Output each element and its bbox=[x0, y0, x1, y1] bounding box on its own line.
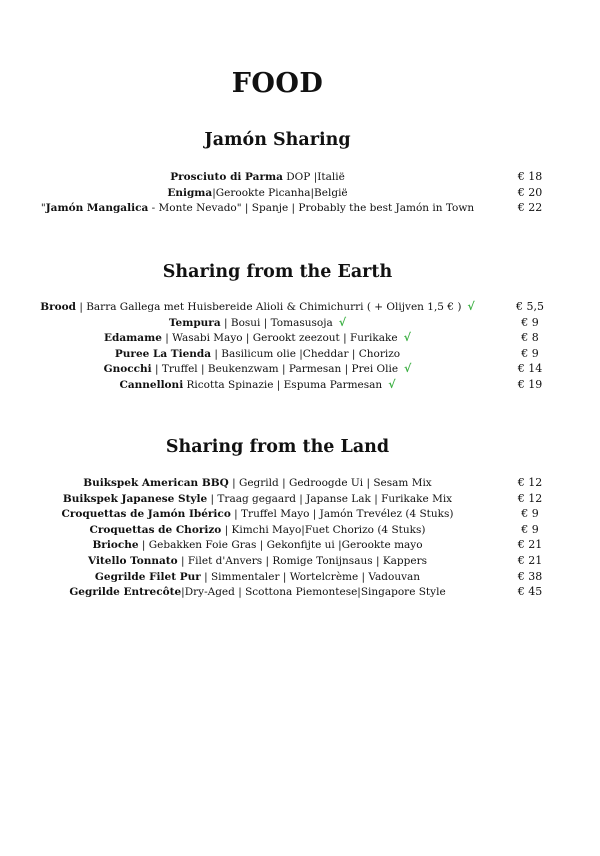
item-name: Gegrilde Filet Pur bbox=[94, 570, 201, 583]
menu-item bbox=[20, 492, 495, 506]
menu-item bbox=[20, 523, 495, 537]
item-name: Edamame bbox=[104, 332, 162, 344]
section-title: Sharing from the Land bbox=[165, 437, 390, 457]
item-price: € 22 bbox=[517, 201, 543, 214]
item-description: | Gebakken Foie Gras | Gekonfijte ui |Gerookte mayo bbox=[138, 539, 423, 552]
item-name: Buikspek American BBQ bbox=[83, 477, 229, 489]
item-name: Croquettas de Chorizo bbox=[89, 523, 222, 536]
item-description: DOP |Italië bbox=[282, 171, 345, 183]
item-price: € 45 bbox=[517, 585, 543, 599]
item-name: Brood bbox=[40, 301, 76, 313]
item-description: | Kimchi Mayo|Fuet Chorizo (4 Stuks) bbox=[221, 523, 426, 536]
menu-item bbox=[20, 362, 495, 376]
vegetarian-icon: √ bbox=[404, 362, 412, 375]
item-price: € 12 bbox=[517, 491, 543, 505]
item-price: € 20 bbox=[517, 185, 543, 199]
menu-item bbox=[20, 331, 495, 345]
item-description: | Bosui | Tomasusoja bbox=[220, 316, 333, 329]
item-description: |Gerookte Picanha|België bbox=[212, 186, 348, 199]
item-name: Buikspek Japanese Style bbox=[62, 492, 208, 505]
item-name: Jamón Mangalica bbox=[45, 202, 149, 214]
menu-item bbox=[20, 507, 495, 521]
page-title: FOOD bbox=[231, 68, 324, 99]
item-description: | Gegrild | Gedroogde Ui | Sesam Mix bbox=[228, 477, 432, 489]
item-name: Vitello Tonnato bbox=[87, 555, 178, 567]
item-price: € 21 bbox=[517, 554, 543, 567]
item-name: Brioche bbox=[92, 539, 139, 552]
item-price: € 5,5 bbox=[516, 300, 544, 313]
vegetarian-icon: √ bbox=[338, 315, 347, 329]
item-price: € 38 bbox=[517, 569, 543, 583]
menu-item bbox=[20, 554, 495, 568]
menu-item bbox=[20, 201, 495, 215]
menu-item bbox=[20, 186, 495, 200]
item-name: Cannelloni bbox=[119, 378, 184, 391]
item-name: Enigma bbox=[167, 186, 213, 199]
item-price: € 8 bbox=[521, 331, 539, 344]
item-description: - Monte Nevado" | Spanje | Probably the best Jamón in Town bbox=[148, 202, 475, 214]
item-name: Tempura bbox=[168, 316, 221, 329]
item-price: € 9 bbox=[521, 507, 539, 521]
menu-item bbox=[20, 538, 495, 552]
menu-item bbox=[20, 300, 495, 314]
item-description: | Truffel | Beukenzwam | Parmesan | Prei Olie bbox=[151, 363, 399, 375]
vegetarian-icon: √ bbox=[403, 331, 411, 344]
menu-item bbox=[20, 347, 495, 361]
item-price: € 18 bbox=[517, 170, 543, 183]
menu-item bbox=[20, 170, 495, 184]
vegetarian-icon: √ bbox=[467, 300, 475, 313]
menu-item bbox=[20, 585, 495, 599]
item-description: | Basilicum olie |Cheddar | Chorizo bbox=[211, 347, 401, 360]
item-price: € 21 bbox=[517, 538, 543, 552]
item-name: Prosciuto di Parma bbox=[170, 171, 283, 183]
menu-item bbox=[20, 378, 495, 392]
vegetarian-icon: √ bbox=[388, 377, 396, 391]
item-price: € 9 bbox=[521, 522, 539, 536]
item-description: | Barra Gallega met Huisbereide Alioli & Chimichurri ( + Olijven 1,5 € ) bbox=[75, 301, 462, 313]
item-price: € 9 bbox=[521, 315, 539, 329]
item-description: Ricotta Spinazie | Espuma Parmesan bbox=[183, 378, 383, 391]
item-price: € 14 bbox=[517, 362, 543, 375]
item-name: Croquettas de Jamón Ibérico bbox=[61, 508, 231, 521]
item-description: | Filet d'Anvers | Romige Tonijnsaus | Kappers bbox=[177, 555, 427, 567]
menu-item bbox=[20, 316, 495, 330]
item-name: Gnocchi bbox=[103, 363, 152, 375]
item-name: Gegrilde Entrecôte bbox=[69, 586, 182, 599]
section-title: Jamón Sharing bbox=[204, 130, 351, 150]
item-price: € 19 bbox=[517, 377, 543, 391]
item-prefix: " bbox=[40, 202, 46, 214]
item-description: | Truffel Mayo | Jamón Trevélez (4 Stuks) bbox=[230, 508, 454, 521]
item-description: | Wasabi Mayo | Gerookt zeezout | Furikake bbox=[161, 332, 398, 344]
item-description: |Dry-Aged | Scottona Piemontese|Singapore Style bbox=[181, 586, 446, 599]
section-title: Sharing from the Earth bbox=[162, 262, 393, 282]
item-name: Puree La Tienda bbox=[114, 347, 212, 360]
item-description: | Traag gegaard | Japanse Lak | Furikake Mix bbox=[207, 492, 453, 505]
menu-item bbox=[20, 476, 495, 490]
menu-item bbox=[20, 570, 495, 584]
item-description: | Simmentaler | Wortelcrème | Vadouvan bbox=[200, 570, 421, 583]
item-price: € 9 bbox=[521, 346, 539, 360]
item-price: € 12 bbox=[517, 476, 543, 489]
